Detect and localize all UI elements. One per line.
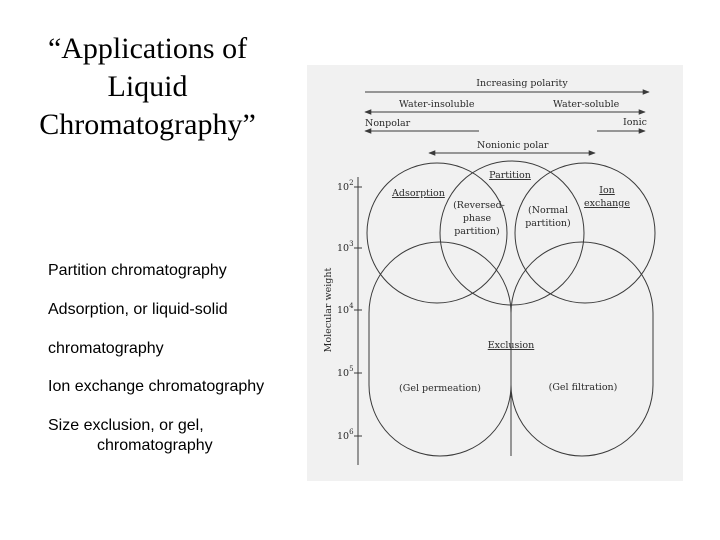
label-gel-permeation: (Gel permeation): [399, 383, 481, 394]
label-gel-filtration: (Gel filtration): [548, 382, 618, 393]
label-normal-partition-2: partition): [525, 218, 571, 229]
svg-text:102: $10^2$: [337, 179, 354, 193]
svg-text:103: $10^3$: [337, 240, 354, 254]
title-line-1: “Applications of: [47, 32, 248, 65]
bullet-partition: Partition chromatography: [48, 262, 227, 279]
title-line-3: Chromatography”: [39, 108, 256, 141]
bullet-size-exclusion: Size exclusion, or gel,: [48, 417, 204, 434]
axis-label-molecular-weight: Molecular weight: [323, 267, 334, 353]
label-nonpolar: Nonpolar: [365, 118, 411, 129]
label-reversed-phase-1: (Reversed-: [453, 200, 505, 211]
label-reversed-phase-3: partition): [454, 226, 500, 237]
label-water-soluble: Water-soluble: [553, 99, 620, 110]
bullet-size-exclusion-cont: chromatography: [97, 437, 213, 454]
svg-text:105: $10^5$: [337, 365, 354, 379]
label-adsorption: Adsorption: [392, 188, 445, 199]
circle-ion-exchange: [515, 163, 655, 303]
label-normal-partition-1: (Normal: [528, 205, 568, 216]
label-ion: Ion: [599, 185, 615, 196]
label-exchange: exchange: [584, 198, 630, 209]
bullet-adsorption: Adsorption, or liquid-solid: [48, 301, 228, 318]
diagram-svg: [307, 65, 683, 481]
label-exclusion: Exclusion: [487, 340, 535, 351]
svg-text:104: $10^4$: [337, 302, 354, 316]
label-reversed-phase-2: phase: [462, 213, 492, 224]
label-increasing-polarity: Increasing polarity: [476, 78, 568, 89]
bullet-ion-exchange: Ion exchange chromatography: [48, 378, 265, 395]
label-partition: Partition: [489, 170, 531, 181]
chromatography-diagram: [307, 65, 683, 481]
title-line-2: Liquid: [107, 70, 188, 103]
slide-title: [20, 30, 275, 144]
label-nonionic-polar: Nonionic polar: [477, 140, 549, 151]
label-water-insoluble: Water-insoluble: [399, 99, 475, 110]
label-ionic: Ionic: [623, 117, 647, 128]
bullet-adsorption-cont: chromatography: [48, 340, 164, 357]
svg-text:106: $10^6$: [337, 428, 354, 442]
